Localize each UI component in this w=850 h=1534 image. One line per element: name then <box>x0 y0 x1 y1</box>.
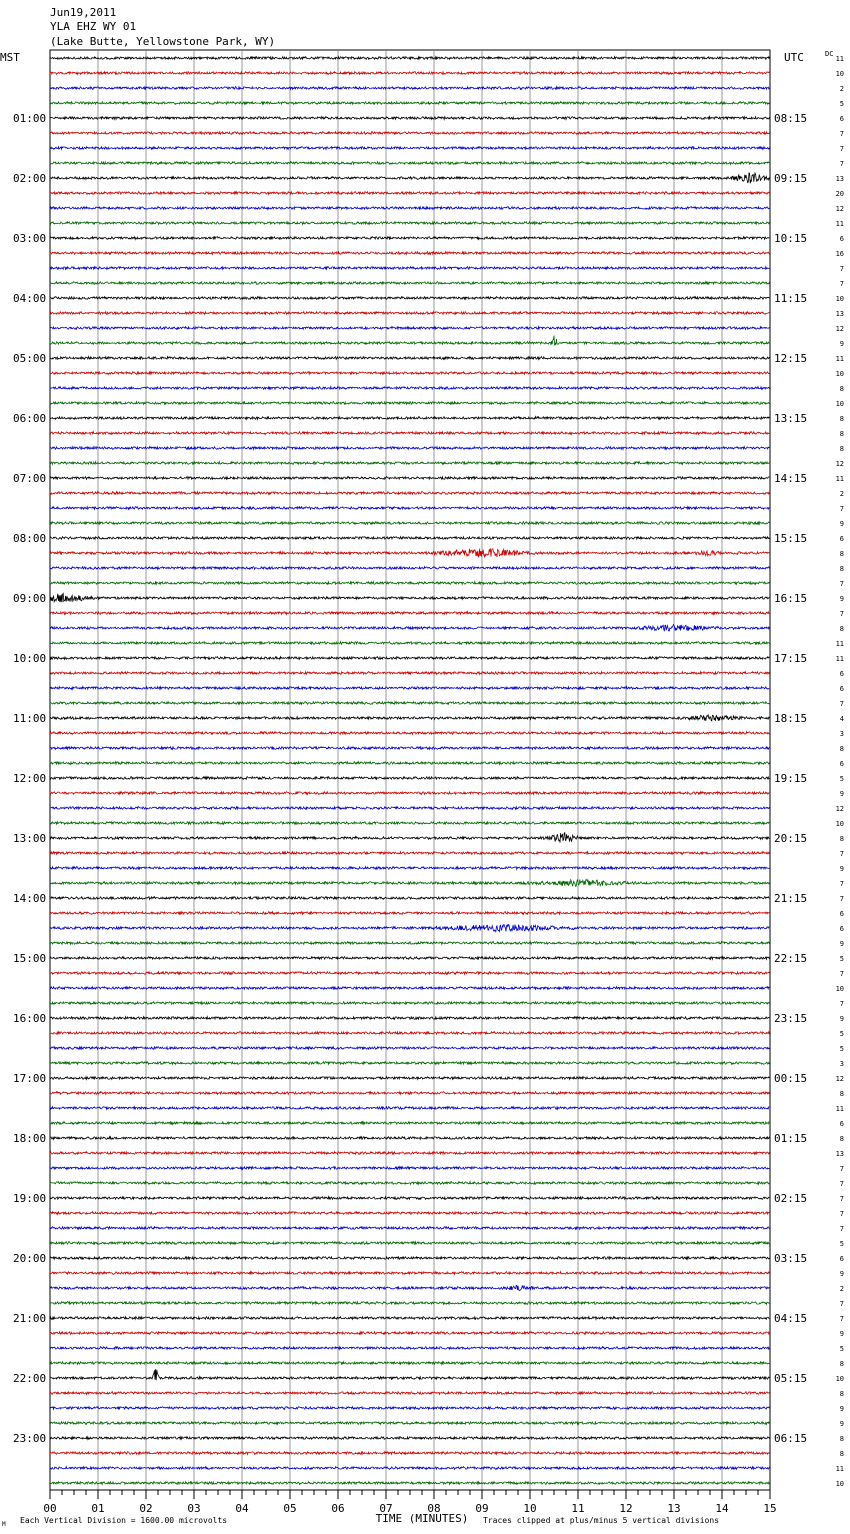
trace-line <box>50 833 769 843</box>
dc-offset-label: 11 <box>835 55 844 63</box>
x-tick-label: 15 <box>763 1502 777 1515</box>
x-tick-label: 01 <box>91 1502 105 1515</box>
dc-offset-label: 11 <box>835 1105 844 1113</box>
dc-offset-label: 12 <box>835 325 844 333</box>
dc-offset-label: 9 <box>839 595 844 603</box>
trace-line <box>50 879 769 886</box>
trace-line <box>50 117 769 120</box>
hour-label-right: 20:15 <box>774 832 808 845</box>
hour-label-right: 11:15 <box>774 292 808 305</box>
trace-line <box>50 1407 769 1410</box>
hour-label-right: 16:15 <box>774 592 808 605</box>
trace-line <box>50 672 769 675</box>
dc-offset-label: 20 <box>835 190 844 198</box>
dc-offset-label: 7 <box>839 1210 844 1218</box>
hour-label-right: 23:15 <box>774 1012 808 1025</box>
trace-line <box>50 1257 769 1260</box>
trace-line <box>50 1332 769 1335</box>
trace-line <box>50 357 769 360</box>
trace-line <box>50 942 769 945</box>
trace-line <box>50 1197 769 1200</box>
trace-line <box>50 715 769 721</box>
trace-line <box>50 852 769 855</box>
trace-line <box>50 1317 769 1320</box>
dc-offset-label: 8 <box>839 1135 844 1143</box>
trace-line <box>50 1107 769 1110</box>
trace-line <box>50 925 769 932</box>
trace-line <box>50 327 769 330</box>
hour-label-left: 09:00 <box>13 592 47 605</box>
x-tick-label: 13 <box>667 1502 681 1515</box>
x-tick-label: 03 <box>187 1502 201 1515</box>
dc-offset-label: 16 <box>835 250 844 258</box>
dc-offset-label: 7 <box>839 130 844 138</box>
trace-line <box>50 162 769 165</box>
dc-offset-label: 8 <box>839 565 844 573</box>
dc-offset-label: 3 <box>839 730 844 738</box>
dc-offset-label: 2 <box>839 490 844 498</box>
dc-offset-label: 13 <box>835 175 844 183</box>
trace-line <box>50 1032 769 1035</box>
trace-line <box>50 297 769 300</box>
dc-offset-label: 6 <box>839 235 844 243</box>
trace-line <box>50 567 769 570</box>
dc-offset-label: 10 <box>835 1480 844 1488</box>
hour-label-right: 19:15 <box>774 772 808 785</box>
trace-line <box>50 1362 769 1365</box>
x-tick-label: 06 <box>331 1502 345 1515</box>
trace-line <box>50 582 769 585</box>
hour-label-left: 05:00 <box>13 352 47 365</box>
trace-line <box>50 642 769 645</box>
dc-offset-label: 7 <box>839 700 844 708</box>
trace-line <box>50 822 769 825</box>
dc-offset-label: 11 <box>835 220 844 228</box>
dc-offset-label: 5 <box>839 1345 844 1353</box>
trace-line <box>50 762 769 765</box>
trace-line <box>50 1347 769 1350</box>
hour-label-left: 13:00 <box>13 832 47 845</box>
trace-line <box>50 237 769 240</box>
dc-offset-label: 9 <box>839 865 844 873</box>
dc-offset-label: 7 <box>839 1315 844 1323</box>
trace-line <box>50 336 769 346</box>
dc-offset-label: 6 <box>839 1255 844 1263</box>
trace-line <box>50 1422 769 1425</box>
dc-offset-label: 8 <box>839 625 844 633</box>
trace-line <box>50 1077 769 1080</box>
dc-offset-label: 5 <box>839 1045 844 1053</box>
plot-frame <box>50 50 770 1490</box>
hour-label-right: 12:15 <box>774 352 808 365</box>
dc-offset-label: 6 <box>839 1120 844 1128</box>
dc-offset-label: 3 <box>839 1060 844 1068</box>
dc-offset-label: 12 <box>835 205 844 213</box>
dc-offset-label: 6 <box>839 685 844 693</box>
dc-label: DC <box>825 50 834 58</box>
trace-line <box>50 252 769 255</box>
hour-label-right: 02:15 <box>774 1192 808 1205</box>
hour-label-right: 17:15 <box>774 652 808 665</box>
trace-line <box>50 522 769 525</box>
trace-line <box>50 912 769 915</box>
dc-offset-label: 7 <box>839 610 844 618</box>
dc-offset-label: 9 <box>839 520 844 528</box>
trace-line <box>50 267 769 270</box>
trace-line <box>50 1227 769 1230</box>
dc-offset-label: 12 <box>835 460 844 468</box>
trace-line <box>50 477 769 480</box>
x-tick-label: 10 <box>523 1502 537 1515</box>
trace-line <box>50 102 769 105</box>
dc-offset-label: 7 <box>839 850 844 858</box>
hour-label-right: 04:15 <box>774 1312 808 1325</box>
trace-line <box>50 1302 769 1305</box>
hour-label-left: 21:00 <box>13 1312 47 1325</box>
trace-line <box>50 657 769 660</box>
chart-date: Jun19,2011 <box>50 6 117 19</box>
hour-label-right: 09:15 <box>774 172 808 185</box>
hour-label-right: 15:15 <box>774 532 808 545</box>
hour-label-left: 10:00 <box>13 652 47 665</box>
trace-line <box>50 1017 769 1020</box>
dc-offset-label: 8 <box>839 1090 844 1098</box>
dc-offset-label: 8 <box>839 550 844 558</box>
dc-offset-label: 4 <box>839 715 844 723</box>
trace-line <box>50 147 769 150</box>
hour-label-right: 22:15 <box>774 952 808 965</box>
dc-offset-label: 11 <box>835 640 844 648</box>
trace-line <box>50 1092 769 1095</box>
trace-line <box>50 447 769 450</box>
hour-label-right: 05:15 <box>774 1372 808 1385</box>
dc-offset-label: 11 <box>835 475 844 483</box>
hour-label-left: 12:00 <box>13 772 47 785</box>
hour-label-right: 21:15 <box>774 892 808 905</box>
dc-offset-label: 9 <box>839 1405 844 1413</box>
trace-line <box>50 1392 769 1395</box>
trace-line <box>50 1002 769 1005</box>
dc-offset-label: 8 <box>839 1450 844 1458</box>
dc-offset-label: 8 <box>839 1360 844 1368</box>
dc-offset-label: 5 <box>839 955 844 963</box>
trace-line <box>50 1182 769 1185</box>
trace-line <box>50 1212 769 1215</box>
trace-line <box>50 792 769 795</box>
dc-offset-label: 13 <box>835 1150 844 1158</box>
trace-line <box>50 417 769 420</box>
trace-line <box>50 462 769 465</box>
trace-line <box>50 777 769 780</box>
dc-offset-label: 7 <box>839 580 844 588</box>
trace-line <box>50 87 769 90</box>
x-tick-label: 05 <box>283 1502 297 1515</box>
left-zone-label: MST <box>0 51 20 64</box>
dc-offset-label: 10 <box>835 370 844 378</box>
hour-label-left: 11:00 <box>13 712 47 725</box>
trace-line <box>50 1452 769 1455</box>
trace-line <box>50 702 769 705</box>
x-tick-label: 00 <box>43 1502 57 1515</box>
dc-offset-label: 6 <box>839 670 844 678</box>
hour-label-left: 18:00 <box>13 1132 47 1145</box>
trace-line <box>50 1167 769 1170</box>
hour-label-left: 04:00 <box>13 292 47 305</box>
hour-label-left: 19:00 <box>13 1192 47 1205</box>
dc-offset-label: 12 <box>835 805 844 813</box>
dc-offset-label: 8 <box>839 1435 844 1443</box>
trace-line <box>50 1285 769 1290</box>
trace-line <box>50 1062 769 1065</box>
dc-offset-label: 7 <box>839 1195 844 1203</box>
dc-offset-label: 8 <box>839 835 844 843</box>
dc-offset-label: 10 <box>835 295 844 303</box>
dc-offset-label: 9 <box>839 1420 844 1428</box>
hour-label-right: 10:15 <box>774 232 808 245</box>
trace-line <box>50 1047 769 1050</box>
dc-offset-label: 6 <box>839 115 844 123</box>
x-tick-label: 08 <box>427 1502 441 1515</box>
dc-offset-label: 2 <box>839 85 844 93</box>
scale-note: Each Vertical Division = 1600.00 microvolts <box>20 1516 228 1525</box>
hour-label-left: 22:00 <box>13 1372 47 1385</box>
trace-line <box>50 132 769 135</box>
dc-offset-label: 7 <box>839 280 844 288</box>
dc-offset-label: 7 <box>839 265 844 273</box>
dc-offset-label: 13 <box>835 310 844 318</box>
grid-layer <box>50 50 770 1490</box>
trace-line <box>50 57 769 60</box>
trace-line <box>50 1467 769 1470</box>
trace-line <box>50 1152 769 1155</box>
hour-label-left: 03:00 <box>13 232 47 245</box>
corner-mark: M <box>2 1521 6 1528</box>
hour-label-left: 15:00 <box>13 952 47 965</box>
trace-line <box>50 687 769 690</box>
trace-line <box>50 387 769 390</box>
dc-offset-label: 7 <box>839 160 844 168</box>
trace-layer <box>50 57 769 1485</box>
trace-line <box>50 747 769 750</box>
dc-offset-label: 6 <box>839 925 844 933</box>
trace-line <box>50 1137 769 1140</box>
dc-offset-label: 7 <box>839 970 844 978</box>
trace-line <box>50 537 769 540</box>
trace-line <box>50 72 769 75</box>
trace-line <box>50 1122 769 1125</box>
dc-offset-label: 5 <box>839 1240 844 1248</box>
x-tick-label: 07 <box>379 1502 393 1515</box>
trace-line <box>50 173 769 183</box>
dc-offset-label: 7 <box>839 1180 844 1188</box>
trace-line <box>50 897 769 900</box>
hour-label-right: 06:15 <box>774 1432 808 1445</box>
dc-offset-label: 7 <box>839 880 844 888</box>
dc-offset-label: 10 <box>835 400 844 408</box>
chart-location: (Lake Butte, Yellowstone Park, WY) <box>50 35 276 48</box>
trace-line <box>50 492 769 495</box>
clip-note: Traces clipped at plus/minus 5 vertical divisions <box>483 1516 720 1525</box>
trace-line <box>50 1272 769 1275</box>
dc-offset-label: 9 <box>839 790 844 798</box>
trace-line <box>50 1437 769 1440</box>
trace-line <box>50 192 769 195</box>
hour-label-right: 00:15 <box>774 1072 808 1085</box>
dc-offset-label: 2 <box>839 1285 844 1293</box>
dc-offset-label: 9 <box>839 1330 844 1338</box>
x-tick-label: 02 <box>139 1502 153 1515</box>
trace-line <box>50 432 769 435</box>
dc-offset-label: 6 <box>839 535 844 543</box>
dc-offset-label: 6 <box>839 760 844 768</box>
dc-offset-label: 7 <box>839 1165 844 1173</box>
chart-station: YLA EHZ WY 01 <box>50 20 137 33</box>
hour-label-right: 18:15 <box>774 712 808 725</box>
trace-line <box>50 987 769 990</box>
dc-offset-label: 9 <box>839 340 844 348</box>
dc-offset-label: 10 <box>835 820 844 828</box>
hour-label-left: 08:00 <box>13 532 47 545</box>
hour-label-right: 13:15 <box>774 412 808 425</box>
hour-label-left: 06:00 <box>13 412 47 425</box>
trace-line <box>50 207 769 210</box>
dc-offset-label: 9 <box>839 940 844 948</box>
x-tick-label: 04 <box>235 1502 249 1515</box>
hour-label-right: 14:15 <box>774 472 808 485</box>
trace-line <box>50 1482 769 1485</box>
hour-label-left: 20:00 <box>13 1252 47 1265</box>
x-tick-label: 12 <box>619 1502 633 1515</box>
dc-offset-label: 6 <box>839 910 844 918</box>
dc-offset-label: 7 <box>839 1300 844 1308</box>
dc-offset-label: 11 <box>835 1465 844 1473</box>
trace-line <box>50 957 769 960</box>
dc-offset-label: 8 <box>839 385 844 393</box>
dc-offset-label: 11 <box>835 355 844 363</box>
dc-offset-label: 8 <box>839 745 844 753</box>
dc-offset-label: 8 <box>839 1390 844 1398</box>
trace-line <box>50 867 769 870</box>
hour-label-right: 08:15 <box>774 112 808 125</box>
dc-offset-label: 7 <box>839 1225 844 1233</box>
hour-label-left: 01:00 <box>13 112 47 125</box>
dc-offset-label: 10 <box>835 985 844 993</box>
dc-offset-label: 7 <box>839 1000 844 1008</box>
hour-label-left: 14:00 <box>13 892 47 905</box>
trace-line <box>50 402 769 405</box>
hour-label-left: 17:00 <box>13 1072 47 1085</box>
trace-line <box>50 625 769 631</box>
trace-line <box>50 507 769 510</box>
dc-offset-label: 12 <box>835 1075 844 1083</box>
dc-offset-label: 10 <box>835 70 844 78</box>
x-tick-label: 11 <box>571 1502 585 1515</box>
x-tick-label: 09 <box>475 1502 489 1515</box>
dc-offset-label: 7 <box>839 145 844 153</box>
hour-label-right: 01:15 <box>774 1132 808 1145</box>
trace-line <box>50 222 769 225</box>
dc-offset-label: 10 <box>835 1375 844 1383</box>
hour-label-left: 16:00 <box>13 1012 47 1025</box>
trace-line <box>50 593 769 602</box>
trace-line <box>50 282 769 285</box>
dc-offset-label: 8 <box>839 430 844 438</box>
x-axis-label: TIME (MINUTES) <box>375 1512 469 1525</box>
dc-offset-label: 7 <box>839 895 844 903</box>
trace-line <box>50 312 769 315</box>
dc-offset-label: 11 <box>835 655 844 663</box>
hour-label-right: 03:15 <box>774 1252 808 1265</box>
dc-offset-label: 9 <box>839 1270 844 1278</box>
dc-offset-label: 7 <box>839 505 844 513</box>
trace-line <box>50 807 769 810</box>
trace-line <box>50 372 769 375</box>
trace-line <box>50 548 769 557</box>
dc-offset-label: 8 <box>839 445 844 453</box>
hour-label-left: 23:00 <box>13 1432 47 1445</box>
dc-offset-label: 8 <box>839 415 844 423</box>
trace-line <box>50 612 769 615</box>
dc-offset-label: 9 <box>839 1015 844 1023</box>
trace-line <box>50 732 769 735</box>
dc-offset-label: 5 <box>839 775 844 783</box>
trace-line <box>50 972 769 975</box>
hour-label-left: 07:00 <box>13 472 47 485</box>
right-zone-label: UTC <box>784 51 804 64</box>
trace-line <box>50 1242 769 1245</box>
x-tick-label: 14 <box>715 1502 729 1515</box>
trace-line <box>50 1369 769 1380</box>
dc-offset-label: 5 <box>839 100 844 108</box>
dc-offset-label: 5 <box>839 1030 844 1038</box>
hour-label-left: 02:00 <box>13 172 47 185</box>
